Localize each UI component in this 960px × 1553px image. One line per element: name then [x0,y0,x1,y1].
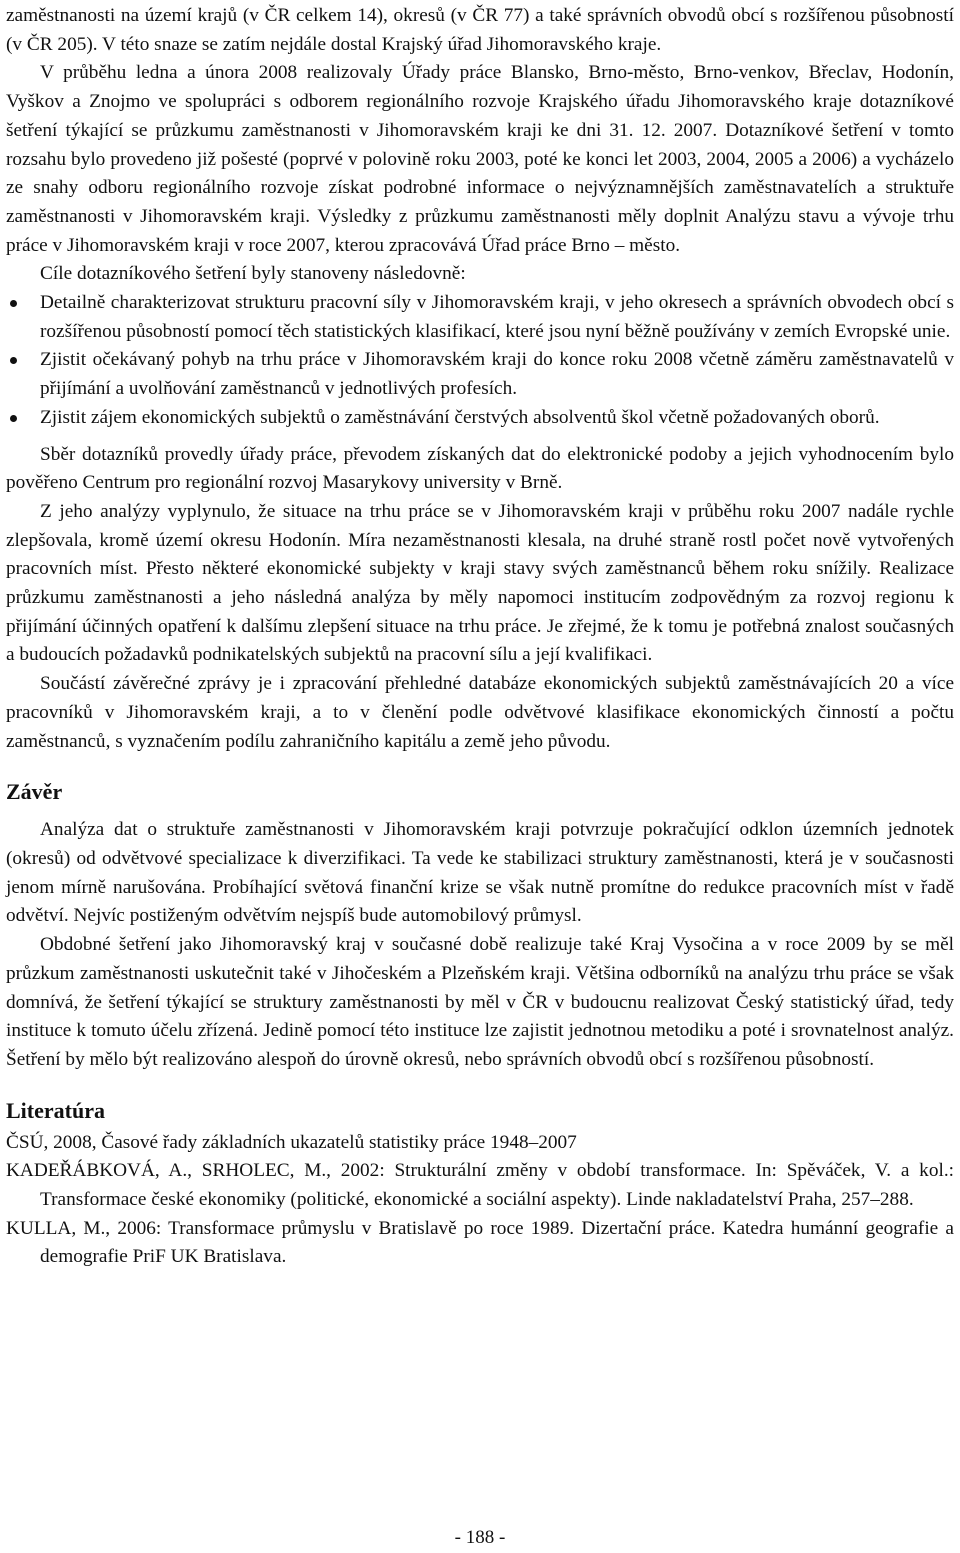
reference-item: KADEŘÁBKOVÁ, A., SRHOLEC, M., 2002: Strukturální změny v období transformace. In: Spěváček, V. a kol.: Transformace české ekonomiky (politické, ekonomické a sociální aspekty). Linde nakladatelství Praha, 257–288. [6,1160,954,1211]
list-item: Zjistit zájem ekonomických subjektů o zaměstnávání čerstvých absolventů škol včetně požadovaných oborů. [6,404,954,433]
bullet-icon [10,300,17,307]
heading-literatura: Literatúra [6,1097,105,1123]
paragraph-zaver-2: Obdobné šetření jako Jihomoravský kraj v současné době realizuje také Kraj Vysočina a v roce 2009 by se měl průzkum zaměstnanosti uskutečnit také v Jihočeském a Plzeňském kraji. Většina odborníků na analýzu trhu práce se však domnívá, že šetření týkající se struktury zaměstnanosti by měl v ČR v budoucnu realizovat Český statistický úřad, tedy instituce k tomuto účelu zřízená. Jedině pomocí této instituce lze zajistit jednotnou metodiku a poté i srovnatelnost analýz. Šetření by mělo být realizováno alespoň do úrovně okresů, nebo správních obvodů obcí s rozšířenou působností. [6,934,954,1070]
paragraph-analysis-results: Z jeho analýzy vyplynulo, že situace na trhu práce se v Jihomoravském kraji v průběhu roku 2007 nadále rychle zlepšovala, kromě území okresu Hodonín. Míra nezaměstnanosti klesala, na druhé straně rostl počet nově vytvořených pracovních míst. Přesto některé ekonomické subjekty v kraji stavy svých zaměstnanců během roku snížily. Realizace průzkumu zaměstnanosti a jeho následná analýza by měly napomoci institucím zodpovědným za rozvoj regionu k přijímání účinných opatření k dalšímu zlepšení situace na trhu práce. Je zřejmé, že k tomu je potřebná znalost současných a budoucích požadavků podnikatelských subjektů na pracovní sílu a její kvalifikaci. [6,500,954,666]
paragraph-survey-intro: V průběhu ledna a února 2008 realizovaly Úřady práce Blansko, Brno-město, Brno-venkov, Břeclav, Hodonín, Vyškov a Znojmo ve spolupráci s odborem regionálního rozvoje Krajského úřadu Jihomoravského kraje dotazníkové šetření týkající se průzkumu zaměstnanosti v Jihomoravském kraji ke dni 31. 12. 2007. Dotazníkové šetření v tomto rozsahu bylo provedeno již pošesté (poprvé v polovině roku 2003, poté ke konci let 2003, 2004, 2005 a 2006) a vycházelo ze snahy odboru regionálního rozvoje získat podrobné informace o nejvýznamnějších zaměstnavatelích a struktuře zaměstnanosti v Jihomoravském kraji. Výsledky z průzkumu zaměstnanosti měly doplnit Analýzu stavu a vývoje trhu práce v Jihomoravském kraji v roce 2007, kterou zpracovává Úřad práce Brno – město. [6,62,954,256]
paragraph-database: Součástí závěrečné zprávy je i zpracování přehledné databáze ekonomických subjektů zaměstnávajících 20 a více pracovníků v Jihomoravském kraji, a to v členění podle odvětvové klasifikace ekonomických činností a počtu zaměstnanců, s vyznačením podílu zahraničního kapitálu a země jeho původu. [6,673,954,752]
reference-item: ČSÚ, 2008, Časové řady základních ukazatelů statistiky práce 1948–2007 [6,1131,577,1153]
page-number: - 188 - [454,1527,506,1548]
list-item: Zjistit očekávaný pohyb na trhu práce v Jihomoravském kraji do konce roku 2008 včetně záměru zaměstnavatelů v přijímání a uvolňování zaměstnanců v jednotlivých profesích. [6,346,954,403]
goals-list [6,289,954,433]
paragraph-zaver-1: Analýza dat o struktuře zaměstnanosti v Jihomoravském kraji potvrzuje pokračující odklon územních jednotek (okresů) od odvětvové specializace k diverzifikaci. Ta vede ke stabilizaci struktury zaměstnanosti, která je v současnosti jenom mírně narušována. Probíhající světová finanční krize se však nutně promítne do redukce pracovních míst v řadě odvětví. Nejvíc postiženým odvětvím nejspíš bude automobilový průmysl. [6,819,954,927]
bullet-icon [10,357,17,364]
paragraph-continued: zaměstnanosti na území krajů (v ČR celkem 14), okresů (v ČR 77) a také správních obvodů obcí s rozšířenou působností (v ČR 205). V této snaze se zatím nejdále dostal Krajský úřad Jihomoravského kraje. [6,5,954,55]
reference-item: KULLA, M., 2006: Transformace průmyslu v Bratislavě po roce 1989. Dizertační práce. Katedra humánní geografie a demografie PriF UK Bratislava. [6,1217,954,1268]
paragraph-data-collection: Sběr dotazníků provedly úřady práce, převodem získaných dat do elektronické podoby a jejich vyhodnocením bylo pověřeno Centrum pro regionální rozvoj Masarykovy university v Brně. [6,443,954,494]
bullet-icon [10,415,17,422]
list-item: Detailně charakterizovat strukturu pracovní síly v Jihomoravském kraji, v jeho okresech a správních obvodech obcí s rozšířenou působností pomocí těch statistických klasifikací, které jsou nyní běžně používány v zemích Evropské unie. [6,289,954,346]
paragraph-goals-intro: Cíle dotazníkového šetření byly stanoveny následovně: [40,263,466,285]
heading-zaver: Závěr [6,779,63,805]
